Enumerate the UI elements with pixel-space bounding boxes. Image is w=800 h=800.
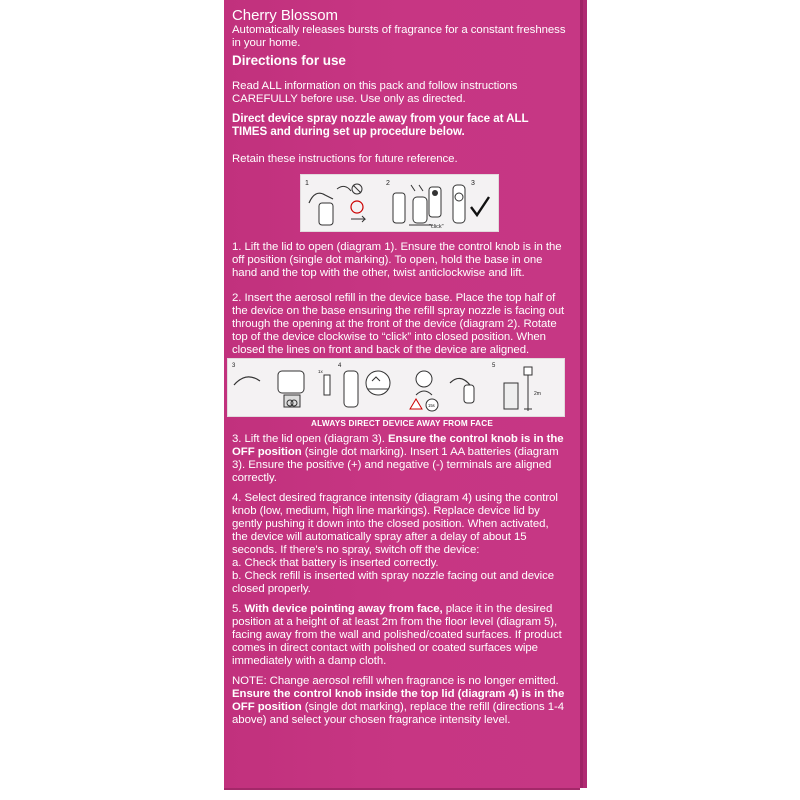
diagram-steps-1-2 xyxy=(300,174,499,232)
note-text xyxy=(232,675,570,727)
step-5-part-a: 5. xyxy=(232,603,245,615)
note-part-c: (single dot marking), replace the refill (directions 1-4 above) and select your chosen fragrance intensity level. xyxy=(232,700,565,726)
diagram-label-4: 4 xyxy=(338,363,342,369)
step-5-emphasis: With device pointing away from face, xyxy=(244,603,443,615)
step-3-part-c: (single dot marking). Insert 1 AA batteries (diagram 3). Ensure the positive (+) and negative (-) terminals are aligned correctly. xyxy=(232,445,559,484)
steps-1-2-illustration xyxy=(301,175,498,231)
package-panel xyxy=(224,0,580,788)
step-4-line-4: the device will automatically spray after a delay of about 15 xyxy=(232,531,527,543)
diagram-label-5: 5 xyxy=(492,363,496,369)
step-2-text: 2. Insert the aerosol refill in the device base. Place the top half of the device on the base ensuring the refill spray nozzle is facing out through the opening at the front of the device (diagram 2). Rotate top of the device clockwise to “click” into closed position. When closed the lines on front and back of the device are aligned. xyxy=(232,292,565,356)
timer-label: 15s xyxy=(428,403,435,408)
directions-heading: Directions for use xyxy=(232,53,346,68)
step-4-line-3: gently pushing it down into the closed position. When activated, xyxy=(232,518,549,530)
diagram-label-3: 3 xyxy=(471,180,475,187)
click-label: "click" xyxy=(429,224,444,230)
step-5-part-c: place it in the desired position at a height of at least 2m from the floor level (diagram 5), facing away from the wall and polished/coated surfaces. If product comes in direct contact with polished or coated surfaces wipe immediately with a damp cloth. xyxy=(232,603,562,667)
product-name: Cherry Blossom xyxy=(232,7,338,24)
retain-text: Retain these instructions for future reference. xyxy=(232,153,458,165)
note-emphasis: Ensure the control knob inside the top lid (diagram 4) is in the OFF position xyxy=(232,687,565,713)
diagram-label-1: 1 xyxy=(305,180,309,187)
diagram-label-3b: 3 xyxy=(232,363,236,369)
step-4-line-7: b. Check refill is inserted with spray nozzle facing out and device xyxy=(232,570,555,582)
step-1-text: 1. Lift the lid to open (diagram 1). Ensure the control knob is in the off position (single dot marking). To open, hold the base in one hand and the top with the other, twist anticlockwise and lift. xyxy=(232,241,562,279)
diagram-caption: ALWAYS DIRECT DEVICE AWAY FROM FACE xyxy=(311,419,493,428)
diagram-label-2: 2 xyxy=(386,180,390,187)
diagram-steps-3-5 xyxy=(227,358,565,417)
product-description: Automatically releases bursts of fragrance for a constant freshness in your home. xyxy=(232,24,566,49)
step-3-part-a: 3. Lift the lid open (diagram 3). xyxy=(232,433,388,445)
note-part-a: NOTE: Change aerosol refill when fragrance is no longer emitted. xyxy=(232,675,559,687)
steps-3-5-illustration xyxy=(228,359,564,416)
intro-text: Read ALL information on this pack and follow instructions CAREFULLY before use. Use only as directed. xyxy=(232,80,518,105)
battery-label: 1x xyxy=(318,369,323,374)
warning-text: Direct device spray nozzle away from your face at ALL TIMES and during set up procedure below. xyxy=(232,112,529,138)
height-label: 2m xyxy=(534,391,541,397)
step-4-line-5: seconds. If there's no spray, switch off the device: xyxy=(232,544,480,556)
step-4-line-2: knob (low, medium, high line markings). Replace device lid by xyxy=(232,505,540,517)
panel-edge xyxy=(583,0,587,788)
step-4-line-1: 4. Select desired fragrance intensity (diagram 4) using the control xyxy=(232,492,558,504)
step-3-emphasis: Ensure the control knob is in the OFF position xyxy=(232,433,564,458)
step-5-text xyxy=(232,603,568,668)
step-3-text xyxy=(232,433,568,485)
step-4-line-8: closed properly. xyxy=(232,583,311,595)
step-4-line-6: a. Check that battery is inserted correctly. xyxy=(232,557,439,569)
